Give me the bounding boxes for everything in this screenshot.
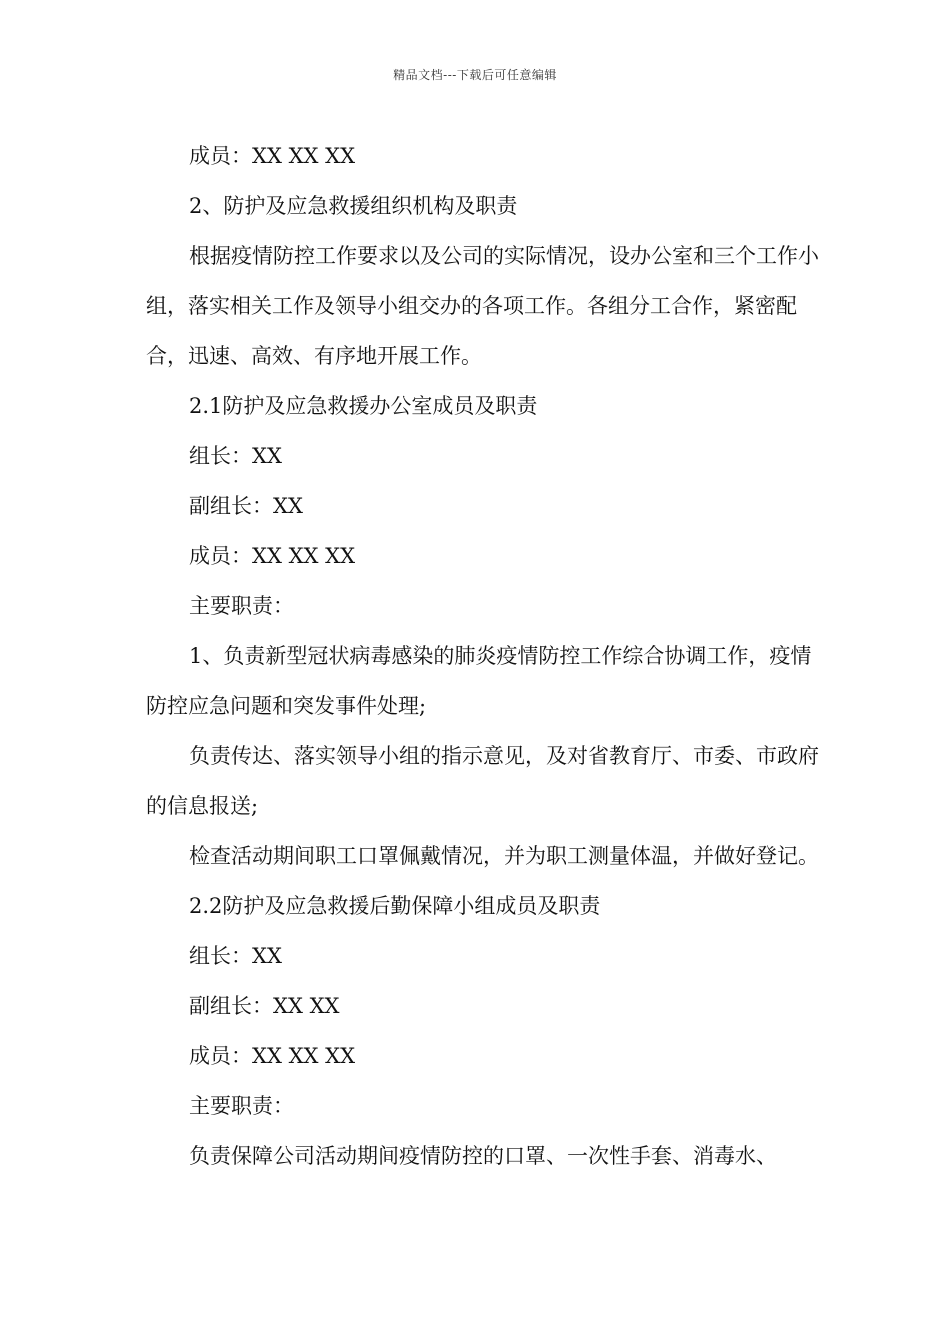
paragraph-duties-label-1: 主要职责： xyxy=(189,594,294,618)
section-heading-2: 2、防护及应急救援组织机构及职责 xyxy=(189,194,518,218)
paragraph-members-1: 成员：XX XX XX xyxy=(189,144,356,168)
paragraph-leader-2: 组长：XX xyxy=(189,944,282,968)
paragraph-duties-label-2: 主要职责： xyxy=(189,1094,294,1118)
paragraph-duty-3: 检查活动期间职工口罩佩戴情况，并为职工测量体温，并做好登记。 xyxy=(189,844,819,868)
paragraph-deputy-leader-2: 副组长：XX XX xyxy=(189,994,340,1018)
paragraph-deputy-leader-1: 副组长：XX xyxy=(189,494,303,518)
section-heading-2-2: 2.2防护及应急救援后勤保障小组成员及职责 xyxy=(189,894,601,918)
section-heading-2-1: 2.1防护及应急救援办公室成员及职责 xyxy=(189,394,538,418)
paragraph-duty-4: 负责保障公司活动期间疫情防控的口罩、一次性手套、消毒水、 xyxy=(189,1144,777,1168)
document-body xyxy=(146,131,826,1181)
paragraph-intro: 根据疫情防控工作要求以及公司的实际情况，设办公室和三个工作小组，落实相关工作及领导小组交办的各项工作。各组分工合作，紧密配合，迅速、高效、有序地开展工作。 xyxy=(146,244,819,368)
paragraph-leader-1: 组长：XX xyxy=(189,444,282,468)
paragraph-duty-1: 1、负责新型冠状病毒感染的肺炎疫情防控工作综合协调工作，疫情防控应急问题和突发事件处理; xyxy=(146,644,812,718)
paragraph-members-3: 成员：XX XX XX xyxy=(189,1044,356,1068)
paragraph-duty-2: 负责传达、落实领导小组的指示意见，及对省教育厅、市委、市政府的信息报送; xyxy=(146,744,819,818)
page-header: 精品文档---下载后可任意编辑 xyxy=(393,68,557,82)
paragraph-members-2: 成员：XX XX XX xyxy=(189,544,356,568)
